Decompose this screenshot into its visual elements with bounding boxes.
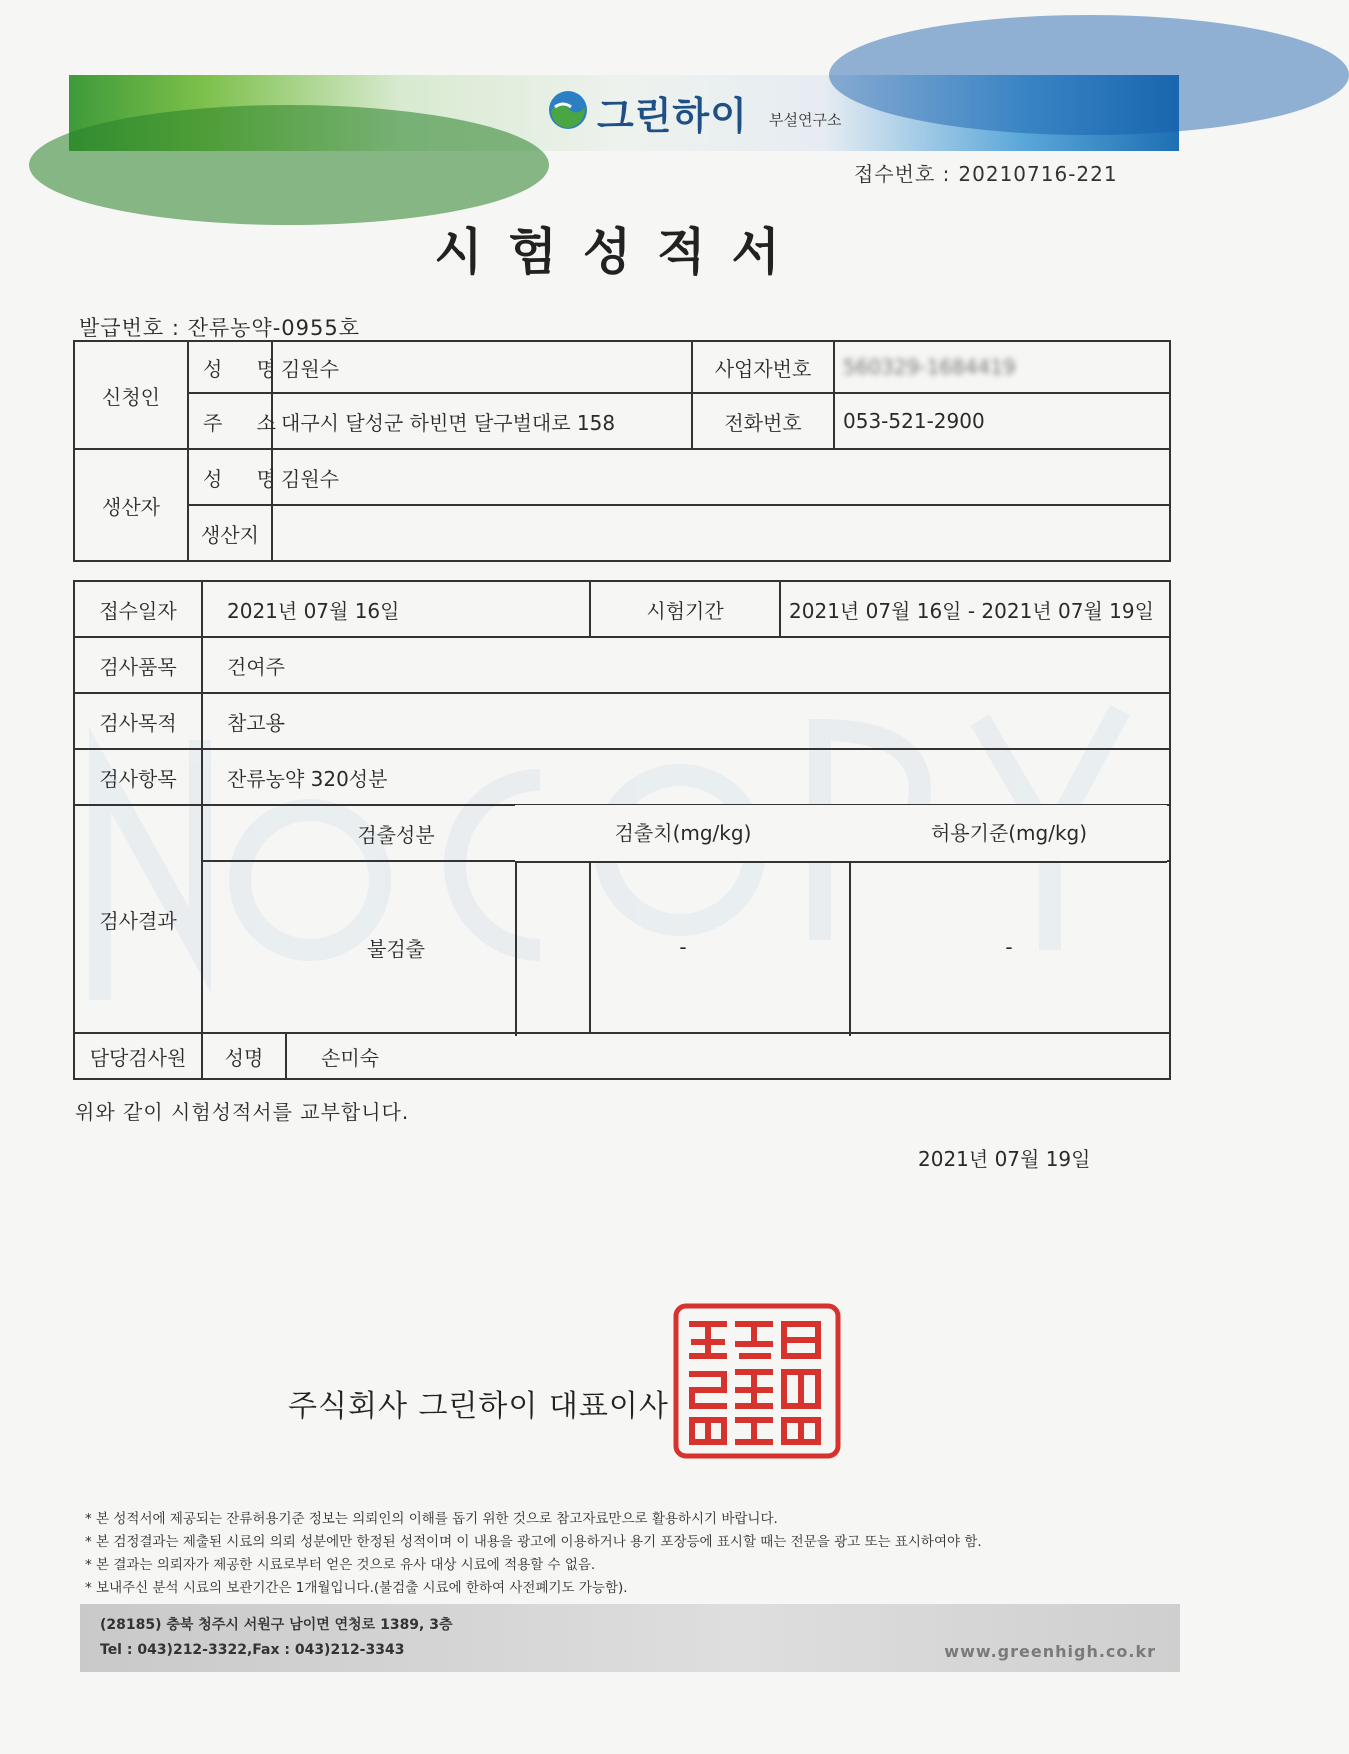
producer-name-label: 성 명 bbox=[188, 449, 272, 505]
origin-value bbox=[272, 505, 1170, 561]
inspector-name-label: 성명 bbox=[202, 1033, 286, 1079]
result-component: 불검출 bbox=[202, 861, 590, 1033]
test-purpose: 참고용 bbox=[202, 693, 1170, 749]
note-line: * 보내주신 분석 시료의 보관기간은 1개월입니다.(불검출 시료에 한하여 사전폐기도 가능함). bbox=[85, 1580, 628, 1596]
producer-group-label: 생산자 bbox=[74, 449, 188, 561]
applicant-table bbox=[73, 340, 1171, 562]
phone-label: 전화번호 bbox=[692, 393, 834, 449]
note-line: * 본 성적서에 제공되는 잔류허용기준 정보는 의뢰인의 이해를 돕기 위한 것으로 참고자료만으로 활용하시기 바랍니다. bbox=[85, 1511, 778, 1527]
inspector-label: 담당검사원 bbox=[74, 1033, 202, 1079]
brand-name: 그린하이 bbox=[597, 94, 748, 138]
applicant-address: 대구시 달성군 하빈면 달구벌대로 158 bbox=[272, 393, 692, 449]
col-limit-header: 허용기준(mg/kg) bbox=[851, 805, 1167, 861]
notes bbox=[85, 1508, 982, 1600]
footer-website: www.greenhigh.co.kr bbox=[944, 1642, 1156, 1661]
receipt-number bbox=[854, 158, 1118, 187]
note-line: * 본 검정결과는 제출된 시료의 의뢰 성분에만 한정된 성적이며 이 내용을 광고에 이용하거나 용기 포장등에 표시할 때는 전문을 광고 또는 표시하여야 함. bbox=[85, 1534, 982, 1550]
result-limit: - bbox=[1005, 935, 1013, 959]
test-period-label: 시험기간 bbox=[590, 581, 780, 637]
applicant-name-label: 성 명 bbox=[188, 341, 272, 393]
test-purpose-label: 검사목적 bbox=[74, 693, 202, 749]
test-scope: 잔류농약 320성분 bbox=[202, 749, 1170, 805]
company-seal bbox=[672, 1302, 842, 1460]
issue-date: 2021년 07월 19일 bbox=[918, 1147, 1091, 1171]
applicant-group-label: 신청인 bbox=[74, 341, 188, 449]
issue-number: 발급번호 : 잔류농약-0955호 bbox=[79, 316, 361, 340]
header-banner bbox=[69, 75, 1179, 151]
inspector-name: 손미숙 bbox=[286, 1033, 1170, 1079]
test-item-label: 검사품목 bbox=[74, 637, 202, 693]
receipt-label: 접수번호 : bbox=[854, 162, 951, 186]
test-item: 건여주 bbox=[202, 637, 1170, 693]
phone-number: 053-521-2900 bbox=[834, 393, 1170, 449]
received-date: 2021년 07월 16일 bbox=[202, 581, 590, 637]
applicant-address-label: 주 소 bbox=[188, 393, 272, 449]
business-number: 560329-1684419 bbox=[834, 341, 1170, 393]
applicant-name: 김원수 bbox=[272, 341, 692, 393]
test-scope-label: 검사항목 bbox=[74, 749, 202, 805]
representative-name: 주식회사 그린하이 대표이사 bbox=[288, 1389, 669, 1424]
footer-bar bbox=[80, 1604, 1180, 1672]
greenhigh-logo-icon bbox=[547, 89, 589, 131]
result-detected: - bbox=[679, 935, 687, 959]
delivery-statement: 위와 같이 시험성적서를 교부합니다. bbox=[75, 1100, 410, 1124]
origin-label: 생산지 bbox=[188, 505, 272, 561]
note-line: * 본 결과는 의뢰자가 제공한 시료로부터 얻은 것으로 유사 대상 시료에 적용할 수 없음. bbox=[85, 1557, 596, 1573]
business-number-label: 사업자번호 bbox=[692, 341, 834, 393]
col-component-header: 검출성분 bbox=[202, 805, 590, 861]
document-title: 시험성적서 bbox=[434, 223, 806, 281]
footer-address: (28185) 충북 청주시 서원구 남이면 연청로 1389, 3층 bbox=[100, 1617, 453, 1633]
footer-contact: Tel : 043)212-3322,Fax : 043)212-3343 bbox=[100, 1642, 405, 1658]
test-period: 2021년 07월 16일 - 2021년 07월 19일 bbox=[780, 581, 1170, 637]
producer-name: 김원수 bbox=[272, 449, 1170, 505]
brand-subtitle: 부설연구소 bbox=[769, 111, 842, 129]
test-result-label: 검사결과 bbox=[74, 805, 202, 1033]
receipt-value: 20210716-221 bbox=[958, 162, 1118, 186]
received-date-label: 접수일자 bbox=[74, 581, 202, 637]
col-detected-header: 검출치(mg/kg) bbox=[515, 805, 851, 861]
